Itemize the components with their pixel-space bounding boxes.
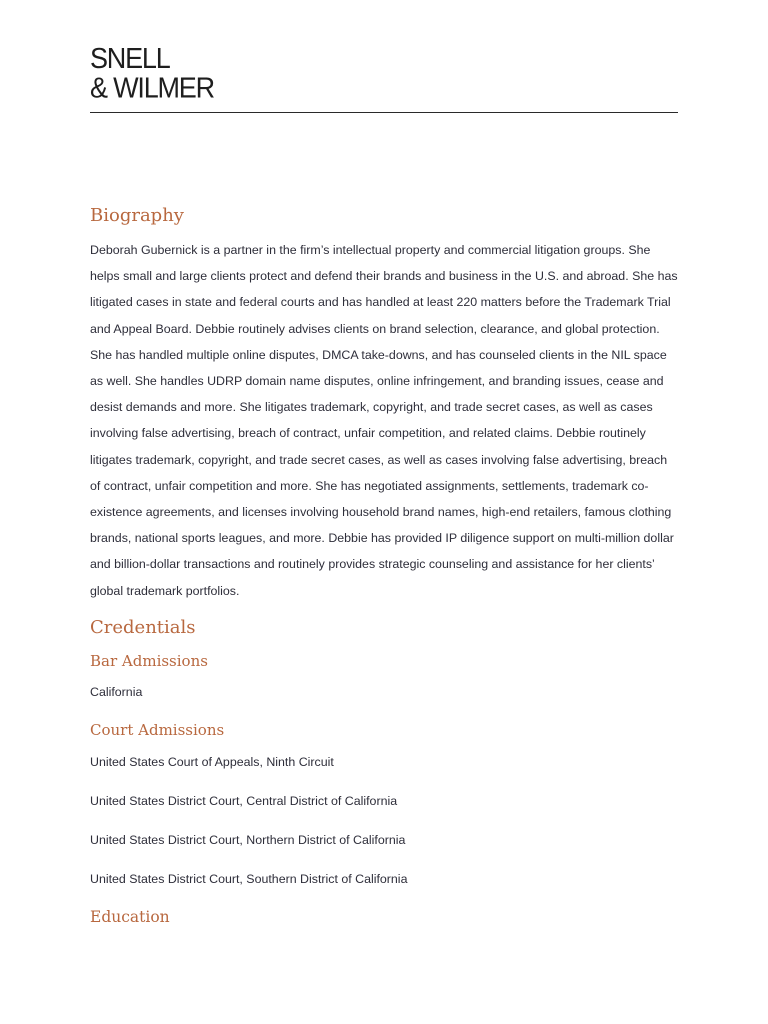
biography-heading: Biography: [90, 205, 184, 226]
court-admission-item: United States District Court, Northern District of California: [90, 833, 406, 847]
court-admissions-heading: Court Admissions: [90, 721, 225, 739]
court-admission-item: United States District Court, Southern District of California: [90, 872, 408, 886]
logo-line-2: & WILMER: [90, 72, 214, 104]
bar-admission-item: California: [90, 685, 143, 699]
education-heading: Education: [90, 908, 170, 926]
biography-text: Deborah Gubernick is a partner in the firm’s intellectual property and commercial litigation groups. She helps small and large clients protect and defend their brands and business in the U.S. and abroad. She has litigated cases in state and federal courts and has handled at least 220 matters before the Trademark Trial and Appeal Board. Debbie routinely advises clients on brand selection, clearance, and global protection. She has handled multiple online disputes, DMCA take-downs, and has counseled clients in the NIL space as well. She handles UDRP domain name disputes, online infringement, and branding issues, cease and desist demands and more. She litigates trademark, copyright, and trade secret cases, as well as cases involving false advertising, breach of contract, unfair competition, and related claims. Debbie routinely litigates trademark, copyright, and trade secret cases, as well as cases involving false advertising, breach of contract, unfair competition and more. She has negotiated assignments, settlements, trademark co-existence agreements, and licenses involving household brand names, high-end retailers, famous clothing brands, national sports leagues, and more. Debbie has provided IP diligence support on multi-million dollar and billion-dollar transactions and routinely provides strategic counseling and assistance for her clients’ global trademark portfolios.: [90, 243, 678, 598]
firm-logo: [90, 44, 214, 103]
credentials-heading: Credentials: [90, 617, 196, 638]
court-admission-item: United States Court of Appeals, Ninth Circuit: [90, 755, 334, 769]
bar-admissions-heading: Bar Admissions: [90, 652, 208, 670]
court-admission-item: United States District Court, Central District of California: [90, 794, 398, 808]
logo-line-1: SNELL: [90, 42, 170, 75]
header-divider: [90, 112, 678, 113]
